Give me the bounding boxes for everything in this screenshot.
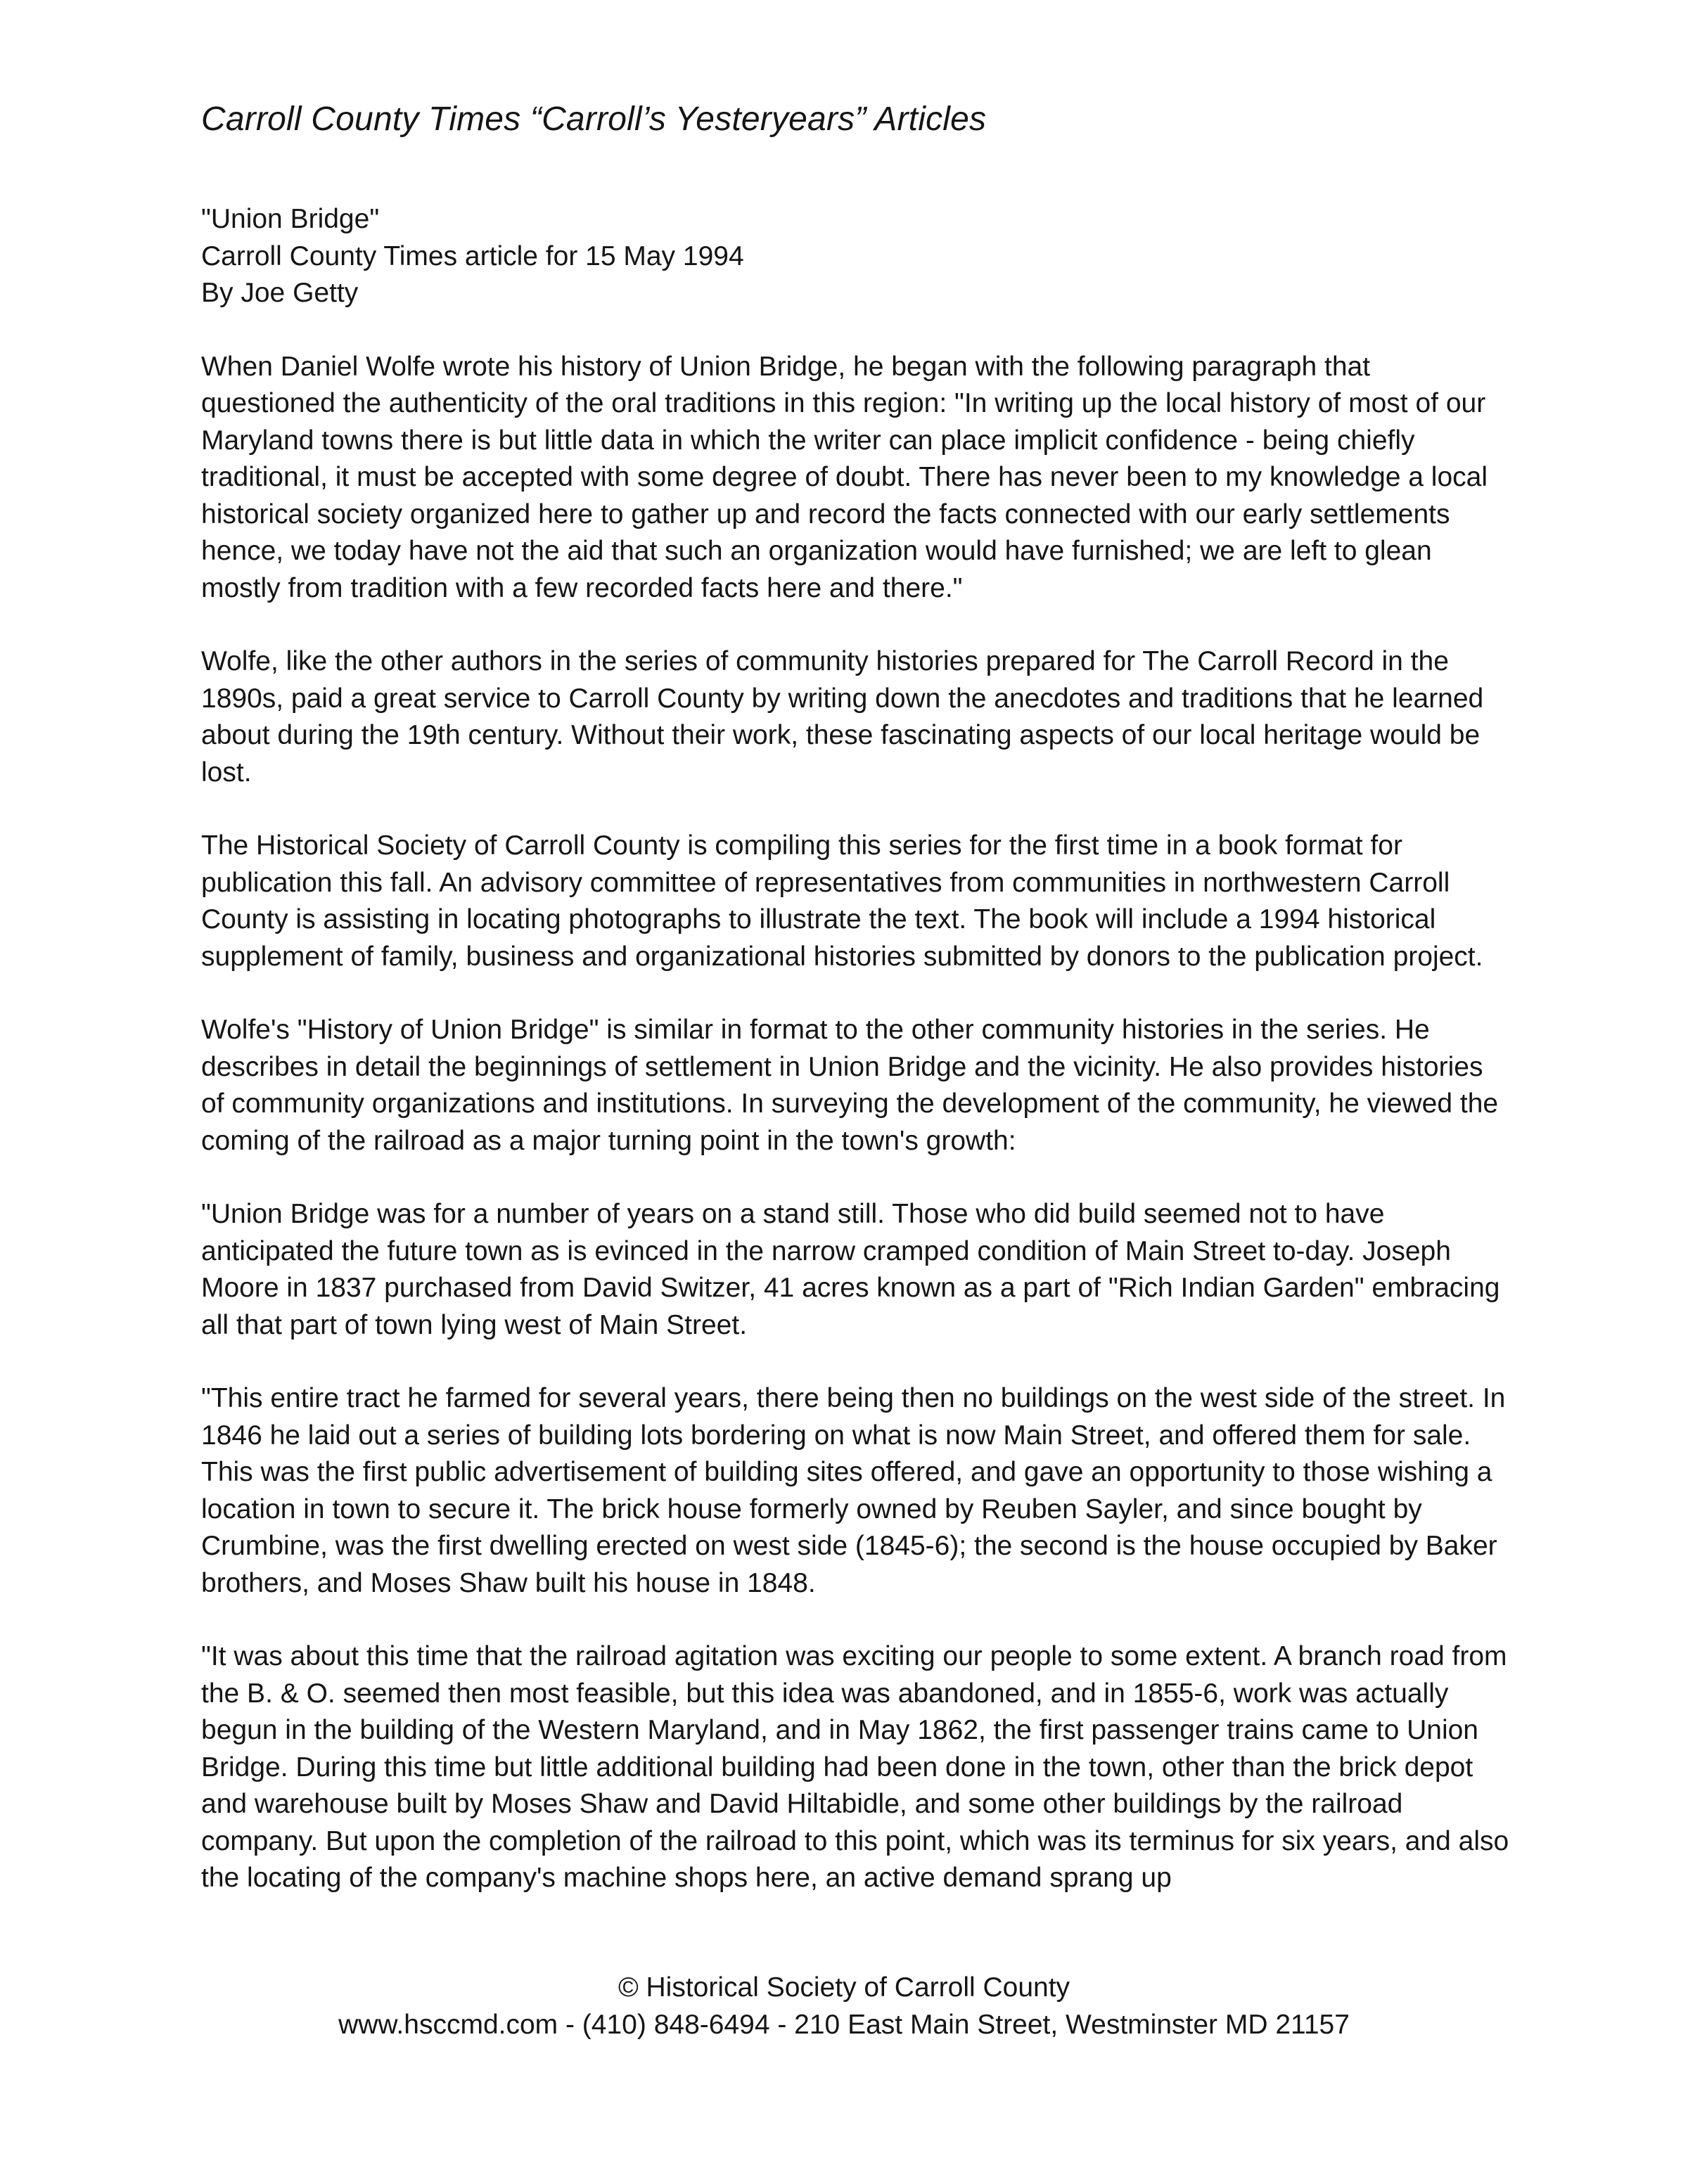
article-title: "Union Bridge" <box>201 204 380 234</box>
page-footer <box>0 1969 1688 2043</box>
article-body <box>201 201 1509 1897</box>
series-title: Carroll County Times “Carroll’s Yesteryears” Articles <box>201 101 987 138</box>
article-paragraph: The Historical Society of Carroll County is compiling this series for the first time in a book format for publication this fall. An advisory committee of representatives from communities in northwestern Carroll County is assisting in locating photographs to illustrate the text. The book will include a 1994 historical supplement of family, business and organizational histories submitted by donors to the publication project. <box>201 830 1483 972</box>
article-byline: By Joe Getty <box>201 278 359 308</box>
article-paragraph: Wolfe, like the other authors in the series of community histories prepared for The Carroll Record in the 1890s, paid a great service to Carroll County by writing down the anecdotes and traditions that he learned about during the 19th century. Without their work, these fascinating aspects of our local heritage would be lost. <box>201 646 1484 788</box>
article-dateline: Carroll County Times article for 15 May 1994 <box>201 240 744 271</box>
article-paragraph: "Union Bridge was for a number of years on a stand still. Those who did build seemed not to have anticipated the future town as is evinced in the narrow cramped condition of Main Street to-day. Joseph Moore in 1837 purchased from David Switzer, 41 acres known as a part of "Rich Indian Garden" embracing all that part of town lying west of Main Street. <box>201 1199 1500 1340</box>
article-paragraph: When Daniel Wolfe wrote his history of Union Bridge, he began with the following paragraph that questioned the authenticity of the oral traditions in this region: "In writing up the local history of most of our Maryland towns there is but little data in which the writer can place implicit confidence - being chiefly traditional, it must be accepted with some degree of doubt. There has never been to my knowledge a local historical society organized here to gather up and record the facts connected with our early settlements hence, we today have not the aid that such an organization would have furnished; we are left to glean mostly from tradition with a few recorded facts here and there." <box>201 351 1488 603</box>
footer-copyright: © Historical Society of Carroll County <box>618 1972 1070 2003</box>
article-paragraph: Wolfe's "History of Union Bridge" is similar in format to the other community histories in the series. He describes in detail the beginnings of settlement in Union Bridge and the vicinity. He also provides histories of community organizations and institutions. In surveying the development of the community, he viewed the coming of the railroad as a major turning point in the town's growth: <box>201 1015 1499 1156</box>
footer-contact: www.hsccmd.com - (410) 848-6494 - 210 East Main Street, Westminster MD 21157 <box>338 2010 1350 2040</box>
article-paragraph: "This entire tract he farmed for several years, there being then no buildings on the west side of the street. In 1846 he laid out a series of building lots bordering on what is now Main Street, and offered them for sale. This was the first public advertisement of building sites offered, and gave an opportunity to those wishing a location in town to secure it. The brick house formerly owned by Reuben Sayler, and since bought by Crumbine, was the first dwelling erected on west side (1845-6); the second is the house occupied by Baker brothers, and Moses Shaw built his house in 1848. <box>201 1383 1506 1598</box>
article-paragraph: "It was about this time that the railroad agitation was exciting our people to some extent. A branch road from the B. & O. seemed then most feasible, but this idea was abandoned, and in 1855-6, work was actually begun in the building of the Western Maryland, and in May 1862, the first passenger trains came to Union Bridge. During this time but little additional building had been done in the town, other than the brick depot and warehouse built by Moses Shaw and David Hiltabidle, and some other buildings by the railroad company. But upon the completion of the railroad to this point, which was its terminus for six years, and also the locating of the company's machine shops here, an active demand sprang up <box>201 1641 1509 1893</box>
article-meta <box>201 201 1509 312</box>
